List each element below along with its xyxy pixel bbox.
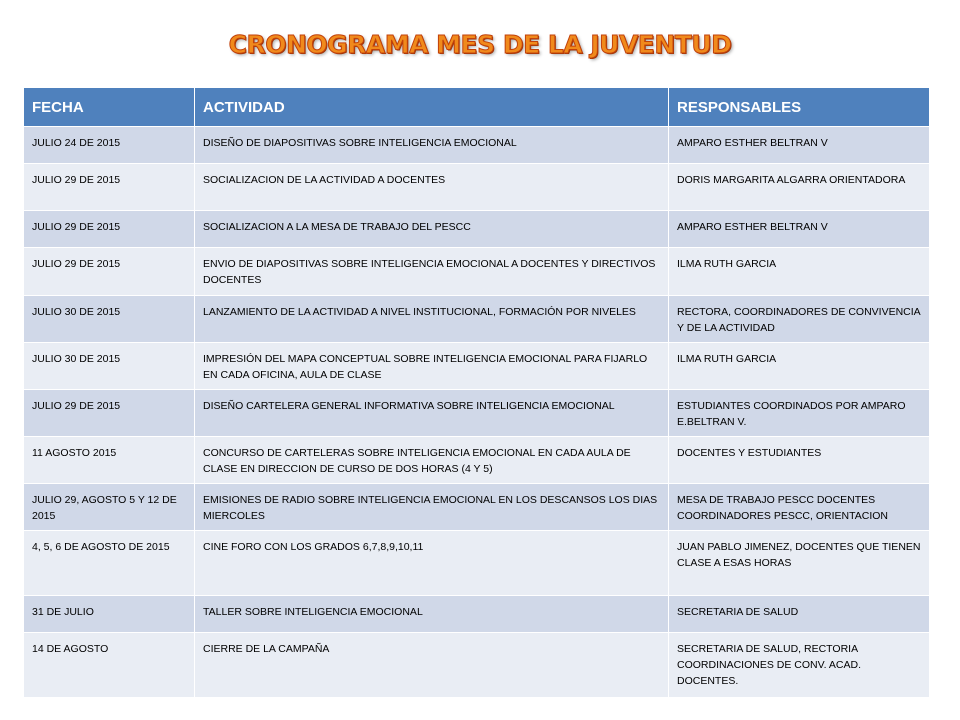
cell-responsables: ILMA RUTH GARCIA [669, 248, 930, 296]
cell-responsables: DORIS MARGARITA ALGARRA ORIENTADORA [669, 164, 930, 211]
cell-fecha: JULIO 30 DE 2015 [24, 296, 195, 343]
cell-responsables: MESA DE TRABAJO PESCC DOCENTES COORDINADORES PESCC, ORIENTACION [669, 484, 930, 531]
cell-responsables: AMPARO ESTHER BELTRAN V [669, 127, 930, 164]
cell-actividad: CONCURSO DE CARTELERAS SOBRE INTELIGENCIA EMOCIONAL EN CADA AULA DE CLASE EN DIRECCION DE CURSO DE DOS HORAS (4 Y 5) [195, 437, 669, 484]
cell-actividad: DISEÑO DE DIAPOSITIVAS SOBRE INTELIGENCIA EMOCIONAL [195, 127, 669, 164]
page-title: CRONOGRAMA MES DE LA JUVENTUD [228, 30, 732, 59]
cell-responsables: DOCENTES Y ESTUDIANTES [669, 437, 930, 484]
table-row [24, 296, 930, 343]
cell-fecha: JULIO 29 DE 2015 [24, 164, 195, 211]
cell-fecha: 31 DE JULIO [24, 596, 195, 633]
cell-responsables: ILMA RUTH GARCIA [669, 343, 930, 390]
cell-responsables: JUAN PABLO JIMENEZ, DOCENTES QUE TIENEN CLASE A ESAS HORAS [669, 531, 930, 596]
cell-actividad: DISEÑO CARTELERA GENERAL INFORMATIVA SOBRE INTELIGENCIA EMOCIONAL [195, 390, 669, 437]
cell-actividad: IMPRESIÓN DEL MAPA CONCEPTUAL SOBRE INTELIGENCIA EMOCIONAL PARA FIJARLO EN CADA OFICINA, AULA DE CLASE [195, 343, 669, 390]
cell-fecha: 11 AGOSTO 2015 [24, 437, 195, 484]
cell-actividad: TALLER SOBRE INTELIGENCIA EMOCIONAL [195, 596, 669, 633]
cell-responsables: SECRETARIA DE SALUD [669, 596, 930, 633]
column-header-fecha: FECHA [24, 88, 195, 127]
cell-actividad: CIERRE DE LA CAMPAÑA [195, 633, 669, 698]
cell-actividad: LANZAMIENTO DE LA ACTIVIDAD A NIVEL INSTITUCIONAL, FORMACIÓN POR NIVELES [195, 296, 669, 343]
cell-fecha: JULIO 24 DE 2015 [24, 127, 195, 164]
cell-responsables: AMPARO ESTHER BELTRAN V [669, 211, 930, 248]
cell-fecha: 4, 5, 6 DE AGOSTO DE 2015 [24, 531, 195, 596]
column-header-responsables: RESPONSABLES [669, 88, 930, 127]
table-row [24, 343, 930, 390]
cell-actividad: SOCIALIZACION DE LA ACTIVIDAD A DOCENTES [195, 164, 669, 211]
table-row [24, 390, 930, 437]
table-row [24, 127, 930, 164]
cell-fecha: JULIO 30 DE 2015 [24, 343, 195, 390]
table-row [24, 484, 930, 531]
cell-fecha: JULIO 29 DE 2015 [24, 211, 195, 248]
cell-actividad: SOCIALIZACION A LA MESA DE TRABAJO DEL PESCC [195, 211, 669, 248]
cell-actividad: CINE FORO CON LOS GRADOS 6,7,8,9,10,11 [195, 531, 669, 596]
cell-actividad: ENVIO DE DIAPOSITIVAS SOBRE INTELIGENCIA EMOCIONAL A DOCENTES Y DIRECTIVOS DOCENTES [195, 248, 669, 296]
table-row [24, 248, 930, 296]
cell-fecha: JULIO 29, AGOSTO 5 Y 12 DE 2015 [24, 484, 195, 531]
table-row [24, 596, 930, 633]
table-row [24, 531, 930, 596]
cell-actividad: EMISIONES DE RADIO SOBRE INTELIGENCIA EMOCIONAL EN LOS DESCANSOS LOS DIAS MIERCOLES [195, 484, 669, 531]
table-row [24, 164, 930, 211]
cell-fecha: JULIO 29 DE 2015 [24, 390, 195, 437]
cell-fecha: JULIO 29 DE 2015 [24, 248, 195, 296]
cell-responsables: ESTUDIANTES COORDINADOS POR AMPARO E.BELTRAN V. [669, 390, 930, 437]
table-row [24, 633, 930, 698]
cell-fecha: 14 DE AGOSTO [24, 633, 195, 698]
table-header-row [24, 88, 930, 127]
table-row [24, 211, 930, 248]
schedule-table [23, 87, 930, 698]
cell-responsables: RECTORA, COORDINADORES DE CONVIVENCIA Y DE LA ACTIVIDAD [669, 296, 930, 343]
cell-responsables: SECRETARIA DE SALUD, RECTORIA COORDINACIONES DE CONV. ACAD. DOCENTES. [669, 633, 930, 698]
table-row [24, 437, 930, 484]
column-header-actividad: ACTIVIDAD [195, 88, 669, 127]
